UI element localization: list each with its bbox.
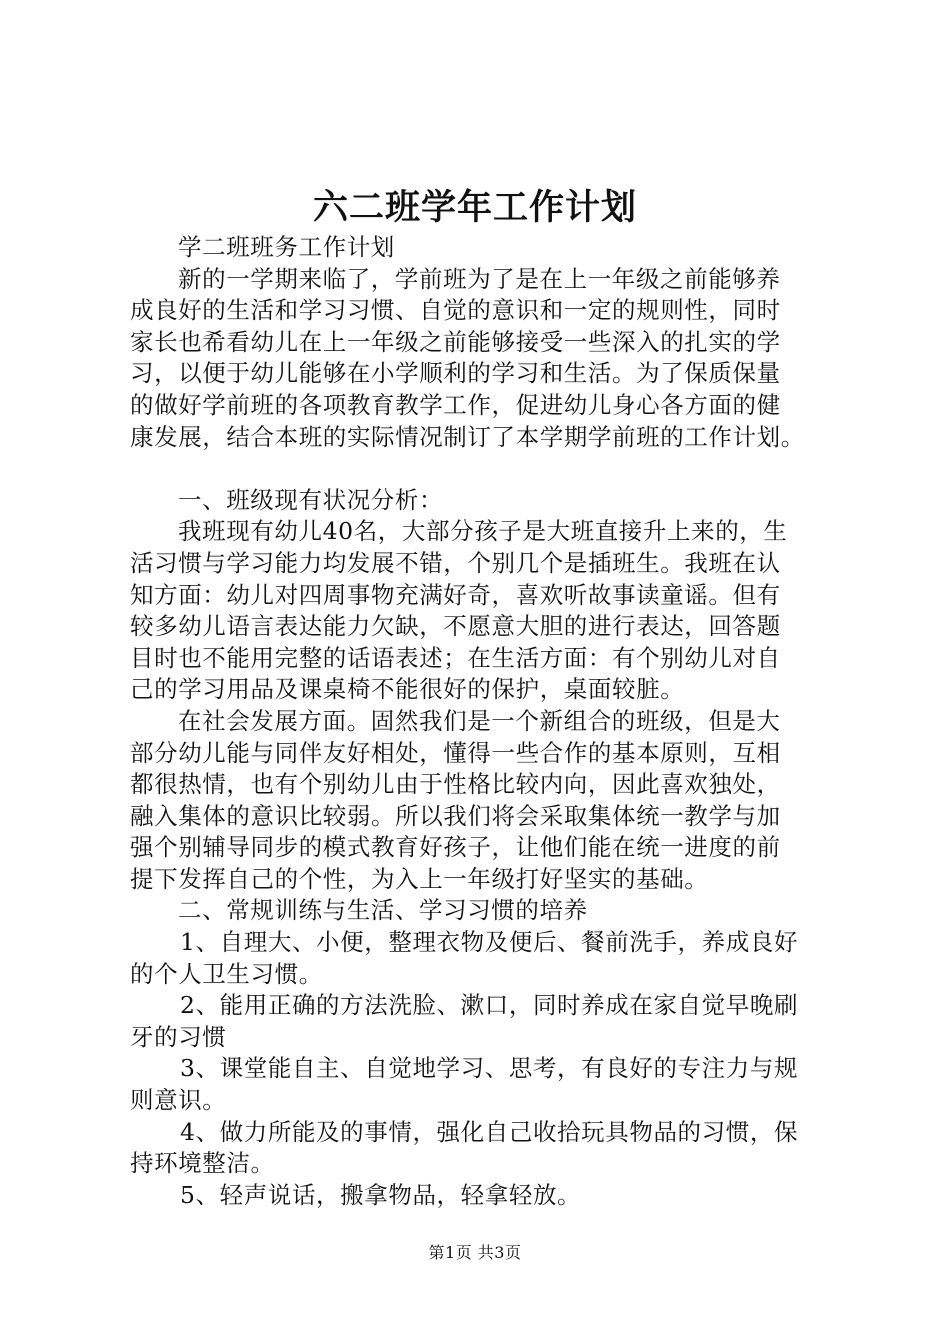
- text-line: 都很热情，也有个别幼儿由于性格比较内向，因此喜欢独处，: [130, 770, 781, 799]
- list-item: 3、课堂能自主、自觉地学习、思考，有良好的专注力与规: [180, 1054, 799, 1083]
- text-line: 融入集体的意识比较弱。所以我们将会采取集体统一教学与加: [130, 801, 781, 830]
- document-body: [130, 232, 850, 1211]
- text-line: 目时也不能用完整的话语表述；在生活方面：有个别幼儿对自: [130, 643, 781, 672]
- text-line: 新的一学期来临了，学前班为了是在上一年级之前能够养: [178, 264, 781, 293]
- text-line: 成良好的生活和学习习惯、自觉的意识和一定的规则性，同时: [130, 296, 781, 325]
- text-line: 强个别辅导同步的模式教育好孩子，让他们能在统一进度的前: [130, 833, 781, 862]
- text-line: 部分幼儿能与同伴友好相处，懂得一些合作的基本原则，互相: [130, 738, 781, 767]
- text-line: 活习惯与学习能力均发展不错，个别几个是插班生。我班在认: [130, 548, 781, 577]
- text-line: 己的学习用品及课桌椅不能很好的保护，桌面较脏。: [130, 675, 685, 704]
- text-line: 则意识。: [130, 1086, 227, 1115]
- page-footer: 第1页 共3页: [428, 1243, 522, 1262]
- section-heading: 一、班级现有状况分析：: [178, 485, 444, 514]
- section-heading: 二、常规训练与生活、学习习惯的培养: [178, 896, 588, 925]
- text-line: 牙的习惯: [130, 1022, 227, 1051]
- text-line: 习，以便于幼儿能够在小学顺利的学习和生活。为了保质保量: [130, 359, 781, 388]
- list-item: 4、做力所能及的事情，强化自己收拾玩具物品的习惯，保: [180, 1117, 799, 1146]
- text-line: 知方面：幼儿对四周事物充满好奇，喜欢听故事读童谣。但有: [130, 580, 781, 609]
- list-item: 1、自理大、小便，整理衣物及便后、餐前洗手，养成良好: [180, 928, 799, 957]
- text-line: 我班现有幼儿40名，大部分孩子是大班直接升上来的，生: [178, 517, 788, 546]
- text-line: 康发展，结合本班的实际情况制订了本学期学前班的工作计划。: [130, 422, 805, 451]
- text-line: 持环境整洁。: [130, 1149, 275, 1178]
- list-item: 2、能用正确的方法洗脸、漱口，同时养成在家自觉早晚刷: [180, 991, 799, 1020]
- text-line: 较多幼儿语言表达能力欠缺，不愿意大胆的进行表达，回答题: [130, 612, 781, 641]
- text-line: 家长也希看幼儿在上一年级之前能够接受一些深入的扎实的学: [130, 327, 781, 356]
- text-line: 的个人卫生习惯。: [130, 959, 323, 988]
- text-line: 提下发挥自己的个性，为入上一年级打好坚实的基础。: [130, 864, 709, 893]
- blank-line: [130, 453, 850, 485]
- list-item: 5、轻声说话，搬拿物品，轻拿轻放。: [180, 1180, 582, 1209]
- text-line: 在社会发展方面。固然我们是一个新组合的班级，但是大: [178, 706, 781, 735]
- page-title: 六二班学年工作计划: [312, 187, 637, 228]
- text-line: 学二班班务工作计划: [178, 233, 395, 261]
- text-line: 的做好学前班的各项教育教学工作，促进幼儿身心各方面的健: [130, 390, 781, 419]
